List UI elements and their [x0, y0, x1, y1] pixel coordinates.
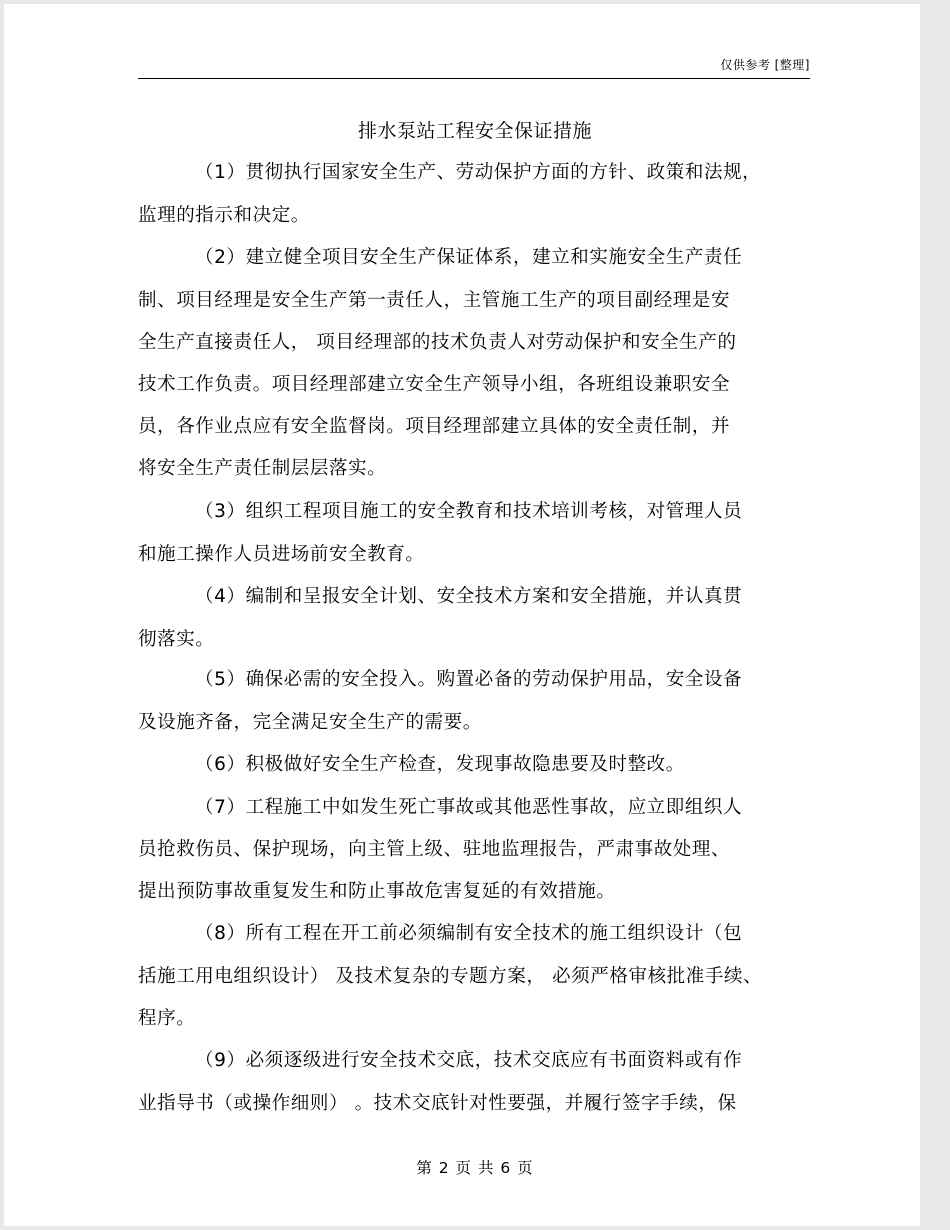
text-line: 和施工操作人员进场前安全教育。	[138, 544, 425, 565]
text-line: 全生产直接责任人， 项目经理部的技术负责人对劳动保护和安全生产的	[138, 332, 737, 353]
page-number: 第 2 页 共 6 页	[416, 1159, 534, 1177]
text-line: 员抢救伤员、保护现场，向主管上级、驻地监理报告，严肃事故处理、	[138, 839, 731, 860]
text-line: 及设施齐备，完全满足安全生产的需要。	[138, 712, 482, 733]
text-line: 将安全生产责任制层层落实。	[138, 458, 387, 479]
text-line: （7）工程施工中如发生死亡事故或其他恶性事故，应立即组织人	[195, 797, 743, 818]
document-page	[4, 4, 920, 1226]
text-line: （2）建立健全项目安全生产保证体系，建立和实施安全生产责任	[195, 247, 743, 268]
text-line: 程序。	[138, 1008, 196, 1029]
text-line: 彻落实。	[138, 629, 215, 650]
text-line: 提出预防事故重复发生和防止事故危害复延的有效措施。	[138, 881, 616, 902]
text-line: 员，各作业点应有安全监督岗。项目经理部建立具体的安全责任制，并	[138, 416, 731, 437]
text-line: 制、项目经理是安全生产第一责任人，主管施工生产的项目副经理是安	[138, 290, 731, 311]
text-line: （5）确保必需的安全投入。购置必备的劳动保护用品，安全设备	[195, 669, 743, 690]
text-line: （8）所有工程在开工前必须编制有安全技术的施工组织设计（包	[195, 923, 743, 944]
text-line: （4）编制和呈报安全计划、安全技术方案和安全措施，并认真贯	[195, 586, 743, 607]
page-header	[138, 52, 810, 79]
text-line: （3）组织工程项目施工的安全教育和技术培训考核，对管理人员	[195, 501, 743, 522]
text-line: 业指导书（或操作细则） 。技术交底针对性要强，并履行签字手续，保	[138, 1093, 737, 1114]
text-line: （9）必须逐级进行安全技术交底，技术交底应有书面资料或有作	[195, 1050, 743, 1071]
text-line: 括施工用电组织设计） 及技术复杂的专题方案， 必须严格审核批准手续、	[138, 966, 763, 987]
document-title: 排水泵站工程安全保证措施	[357, 120, 592, 142]
text-line: （1）贯彻执行国家安全生产、劳动保护方面的方针、政策和法规，	[195, 162, 762, 183]
text-line: 技术工作负责。项目经理部建立安全生产领导小组，各班组设兼职安全	[138, 374, 731, 395]
text-line: 监理的指示和决定。	[138, 205, 310, 226]
header-note: 仅供参考 [整理]	[720, 58, 810, 72]
text-line: （6）积极做好安全生产检查，发现事故隐患要及时整改。	[195, 754, 685, 775]
